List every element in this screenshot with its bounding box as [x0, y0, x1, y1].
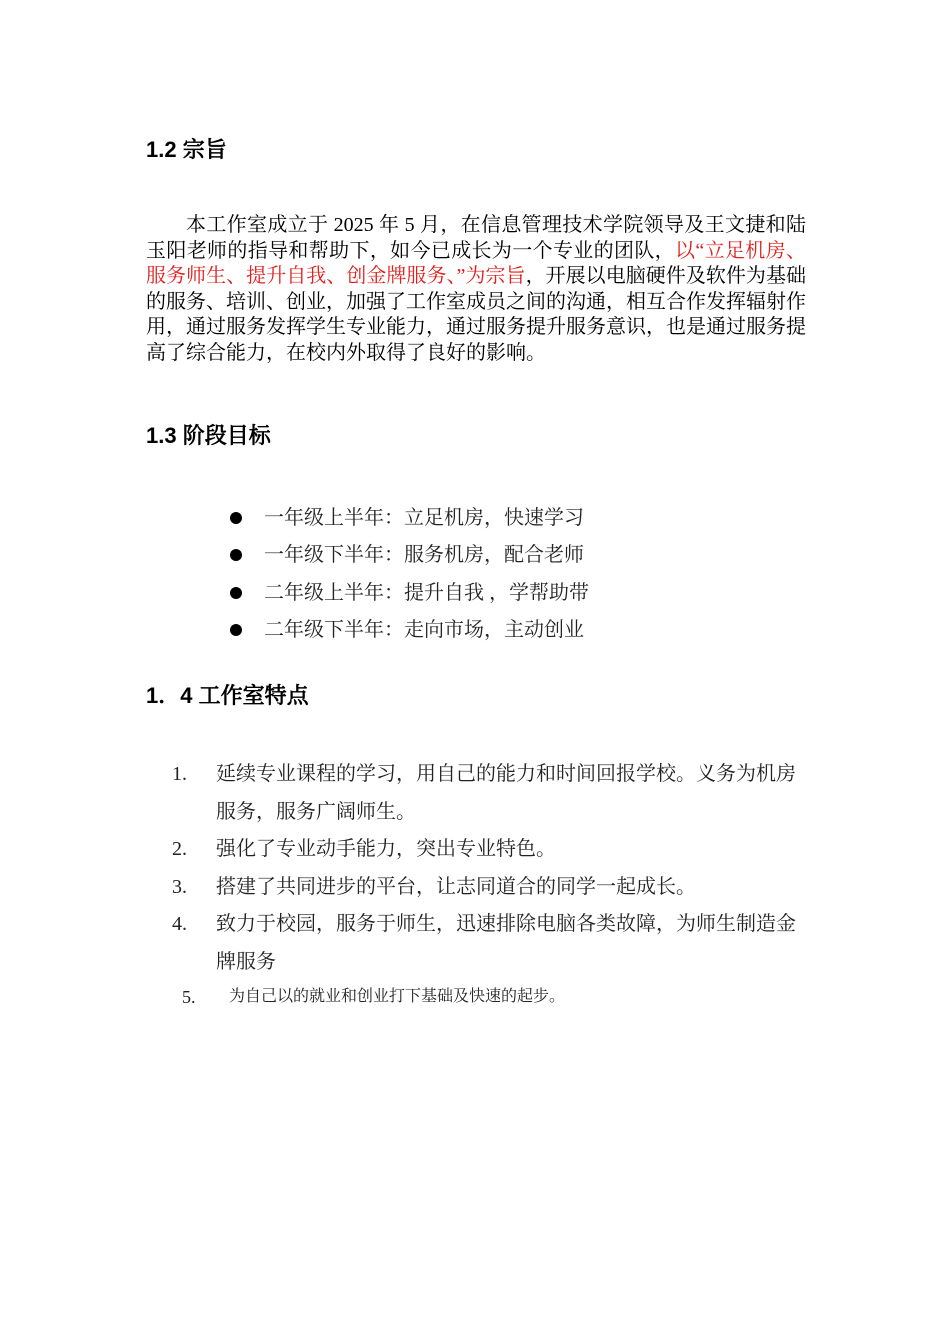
list-item-last	[182, 984, 565, 1010]
bullet-icon	[230, 512, 242, 524]
list-item	[172, 906, 812, 981]
list-item	[230, 499, 589, 537]
purpose-text-start: 本工作室成立于 2025 年 5 月，在信息管理技术学院领导及王文捷和陆玉阳老师的指导和帮助下，如今已成长为一个专业的团队，	[146, 214, 806, 262]
purpose-text-end: ，开展以电脑硬件及软件为基础的服务、培训、创业，加强了工作室成员之间的沟通，相互合作发挥辐射作用，通过服务发挥学生专业能力，通过服务提升服务意识，也是通过服务提高了综合能力，在校内外取得了良好的影响。	[146, 265, 806, 364]
bullet-icon	[230, 624, 242, 636]
list-item-text: 延续专业课程的学习，用自己的能力和时间回报学校。义务为机房服务，服务广阔师生。	[216, 763, 796, 823]
heading-1-3: 1.3 阶段目标	[146, 423, 271, 448]
list-item	[172, 756, 812, 831]
list-item	[172, 831, 812, 869]
list-item	[230, 612, 589, 650]
list-item-text: 一年级下半年：服务机房，配合老师	[264, 544, 584, 567]
list-item	[172, 869, 812, 907]
list-item-text: 强化了专业动手能力，突出专业特色。	[216, 838, 556, 860]
heading-1-2: 1.2 宗旨	[146, 137, 227, 162]
list-item-number: 2.	[172, 838, 187, 860]
heading-1-4: 1．4 工作室特点	[146, 683, 309, 708]
list-item-text: 二年级下半年：走向市场，主动创业	[264, 619, 584, 642]
bullet-icon	[230, 587, 242, 599]
list-item-number: 4.	[172, 913, 187, 935]
list-item-number: 3.	[172, 875, 187, 898]
purpose-motto: 以“立足机房、服务师生、提升自我、创金牌服务、”为宗旨	[146, 239, 806, 287]
list-item-text: 搭建了共同进步的平台，让志同道合的同学一起成长。	[216, 875, 696, 898]
list-item	[230, 574, 589, 612]
list-item-number: 1.	[172, 763, 187, 785]
features-list	[172, 756, 812, 981]
purpose-paragraph	[146, 213, 806, 366]
list-item-text: 为自己以的就业和创业打下基础及快速的起步。	[229, 988, 566, 1005]
stage-goals-list	[230, 499, 589, 649]
list-item-number: 5.	[182, 987, 196, 1007]
list-item-text: 致力于校园，服务于师生，迅速排除电脑各类故障，为师生制造金牌服务	[216, 913, 796, 973]
bullet-icon	[230, 549, 242, 561]
list-item	[230, 537, 589, 575]
list-item-text: 一年级上半年：立足机房，快速学习	[264, 506, 584, 529]
list-item-text: 二年级上半年：提升自我 ，学帮助带	[264, 581, 589, 604]
